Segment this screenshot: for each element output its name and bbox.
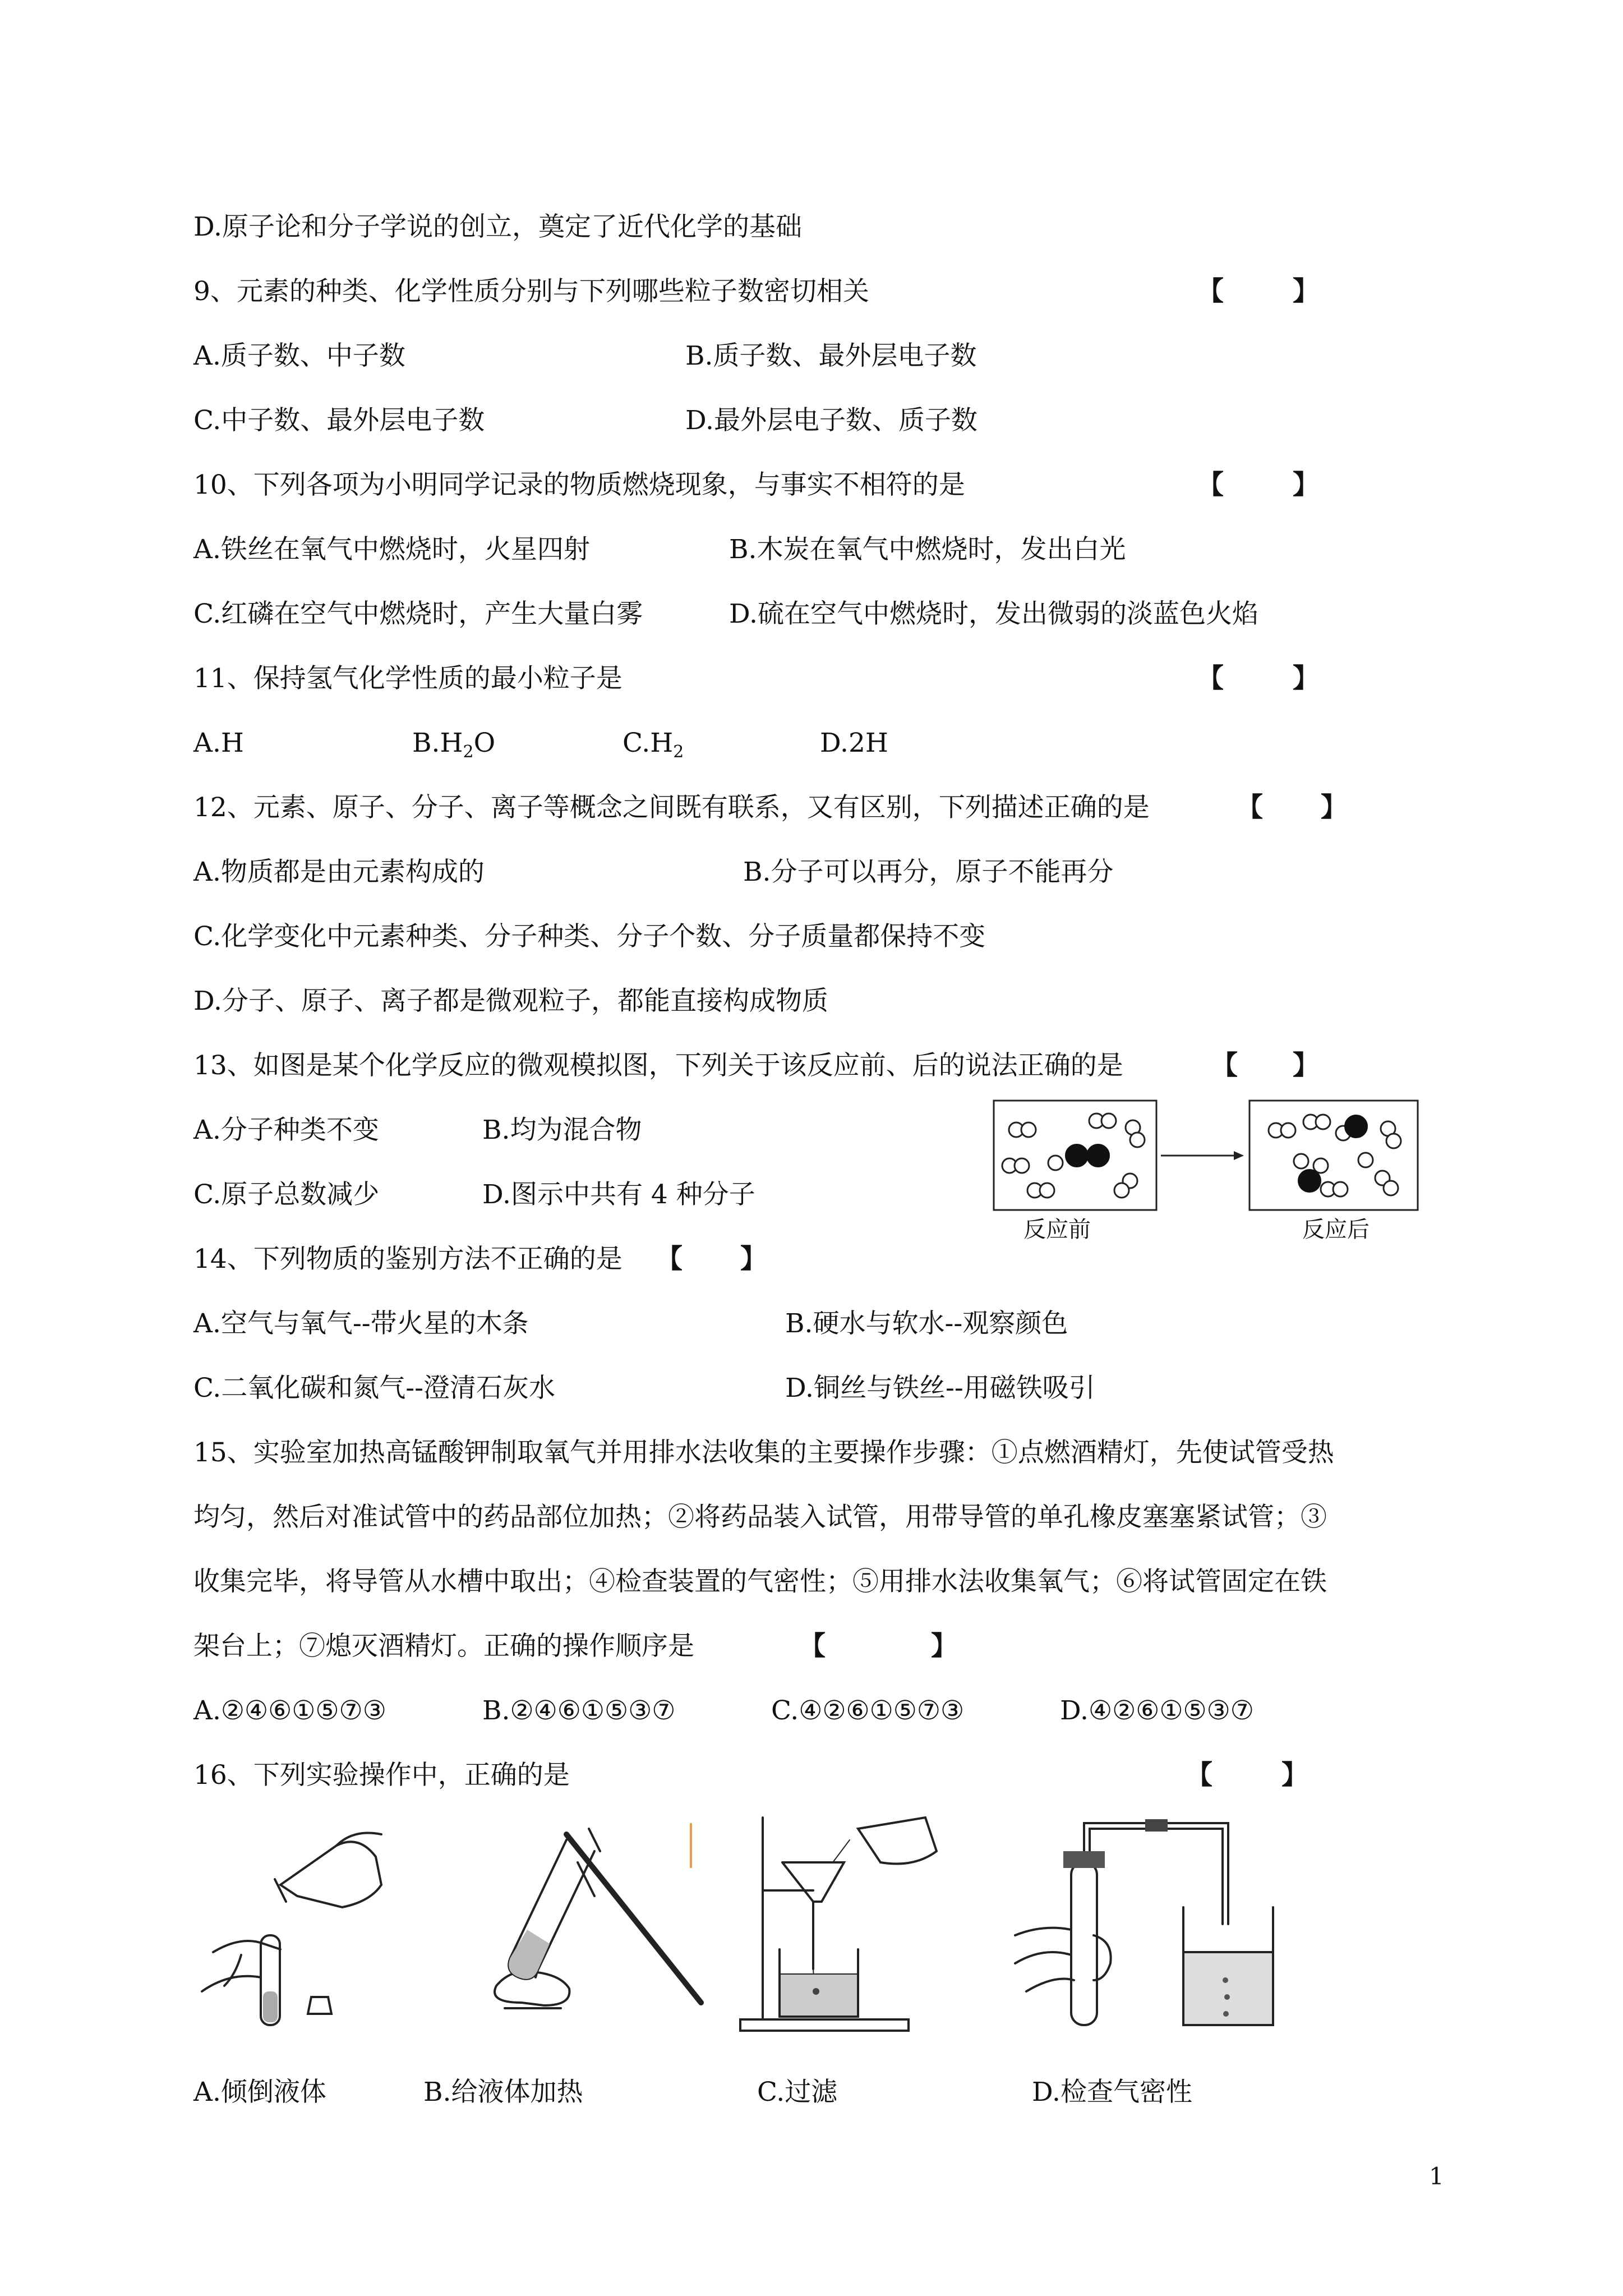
q9-stem: 9、元素的种类、化学性质分别与下列哪些粒子数密切相关 <box>193 276 869 307</box>
q13-option-a: A.分子种类不变 <box>193 1115 379 1145</box>
q15-answer-bracket-close: 】 <box>931 1631 957 1662</box>
q10-answer-bracket-close: 】 <box>1293 470 1319 500</box>
q11-option-b: $B.H_2O$ <box>412 728 496 762</box>
q16-option-c: C.过滤 <box>757 2077 838 2108</box>
q16-stem: 16、下列实验操作中，正确的是 <box>193 1760 570 1791</box>
q16-option-d: D.检查气密性 <box>1032 2077 1192 2108</box>
q14-answer-bracket-open[interactable]: 【 <box>656 1244 683 1274</box>
q12-option-c: C.化学变化中元素种类、分子种类、分子个数、分子质量都保持不变 <box>193 921 986 952</box>
before-label: 反应前 <box>1023 1217 1091 1243</box>
filtration-illustration <box>729 1806 965 2042</box>
q9-option-b: B.质子数、最外层电子数 <box>685 341 977 371</box>
q13-answer-bracket-open[interactable]: 【 <box>1211 1050 1238 1081</box>
q14-option-a: A.空气与氧气--带火星的木条 <box>193 1308 529 1339</box>
q13-option-b: B.均为混合物 <box>482 1115 642 1145</box>
q12-option-d: D.分子、原子、离子都是微观粒子，都能直接构成物质 <box>193 986 828 1016</box>
q16-option-a: A.倾倒液体 <box>193 2077 326 2108</box>
q9-option-d: D.最外层电子数、质子数 <box>685 405 978 436</box>
heating-liquid-illustration <box>465 1818 701 2036</box>
vertical-mark <box>690 1823 692 1868</box>
q11-option-a: A.H <box>193 728 244 758</box>
q8-option-d: D.原子论和分子学说的创立，奠定了近代化学的基础 <box>193 211 802 242</box>
q10-option-a: A.铁丝在氧气中燃烧时，火星四射 <box>193 534 590 565</box>
q11-stem: 11、保持氢气化学性质的最小粒子是 <box>193 663 623 694</box>
q13-answer-bracket-close: 】 <box>1293 1050 1319 1081</box>
q14-stem: 14、下列物质的鉴别方法不正确的是 <box>193 1244 623 1274</box>
q15-answer-bracket-open[interactable]: 【 <box>799 1631 826 1662</box>
q15-option-a: A.②④⑥①⑤⑦③ <box>193 1695 386 1726</box>
q13-option-d: D.图示中共有 4 种分子 <box>482 1179 755 1210</box>
q15-stem-line-1: 15、实验室加热高锰酸钾制取氧气并用排水法收集的主要操作步骤：①点燃酒精灯，先使试管受热 <box>193 1437 1334 1468</box>
q12-answer-bracket-close: 】 <box>1321 792 1347 823</box>
pouring-liquid-illustration <box>191 1823 404 2036</box>
page-number: 1 <box>1429 2162 1444 2190</box>
q10-answer-bracket-open[interactable]: 【 <box>1197 470 1224 500</box>
q14-option-b: B.硬水与软水--观察颜色 <box>785 1308 1068 1339</box>
q15-stem-line-2: 均匀，然后对准试管中的药品部位加热；②将药品装入试管，用带导管的单孔橡皮塞塞紧试管；③ <box>193 1502 1327 1533</box>
q9-answer-bracket-close: 】 <box>1293 276 1319 307</box>
q16-answer-bracket-close: 】 <box>1281 1760 1308 1791</box>
q15-stem-line-4: 架台上；⑦熄灭酒精灯。正确的操作顺序是 <box>193 1631 694 1662</box>
after-label: 反应后 <box>1302 1217 1370 1243</box>
q10-stem: 10、下列各项为小明同学记录的物质燃烧现象，与事实不相符的是 <box>193 470 965 500</box>
q12-option-a: A.物质都是由元素构成的 <box>193 857 485 887</box>
q15-option-c: C.④②⑥①⑤⑦③ <box>771 1695 965 1726</box>
airtightness-check-illustration <box>1004 1812 1284 2042</box>
q10-option-b: B.木炭在氧气中燃烧时，发出白光 <box>729 534 1126 565</box>
q11-answer-bracket-close: 】 <box>1293 663 1319 694</box>
q12-stem: 12、元素、原子、分子、离子等概念之间既有联系，又有区别，下列描述正确的是 <box>193 792 1150 823</box>
q9-answer-bracket-open[interactable]: 【 <box>1197 276 1224 307</box>
q14-option-c: C.二氧化碳和氮气--澄清石灰水 <box>193 1373 555 1404</box>
q9-option-a: A.质子数、中子数 <box>193 341 405 371</box>
q16-option-b: B.给液体加热 <box>423 2077 583 2108</box>
q12-option-b: B.分子可以再分，原子不能再分 <box>743 857 1114 887</box>
q10-option-c: C.红磷在空气中燃烧时，产生大量白雾 <box>193 599 643 629</box>
q15-stem-line-3: 收集完毕，将导管从水槽中取出；④检查装置的气密性；⑤用排水法收集氧气；⑥将试管固定在铁 <box>193 1566 1327 1597</box>
q16-answer-bracket-open[interactable]: 【 <box>1186 1760 1212 1791</box>
q11-answer-bracket-open[interactable]: 【 <box>1197 663 1224 694</box>
q11-option-d: D.2H <box>820 728 888 758</box>
q15-option-b: B.②④⑥①⑤③⑦ <box>482 1695 676 1726</box>
q14-answer-bracket-close: 】 <box>740 1244 767 1274</box>
q11-option-c: $C.H_2$ <box>623 728 684 762</box>
q9-option-c: C.中子数、最外层电子数 <box>193 405 485 436</box>
q13-stem: 13、如图是某个化学反应的微观模拟图，下列关于该反应前、后的说法正确的是 <box>193 1050 1123 1081</box>
q13-option-c: C.原子总数减少 <box>193 1179 380 1210</box>
q10-option-d: D.硫在空气中燃烧时，发出微弱的淡蓝色火焰 <box>729 599 1258 629</box>
q14-option-d: D.铜丝与铁丝--用磁铁吸引 <box>785 1373 1095 1404</box>
q12-answer-bracket-open[interactable]: 【 <box>1237 792 1263 823</box>
q15-option-d: D.④②⑥①⑤③⑦ <box>1060 1695 1254 1726</box>
